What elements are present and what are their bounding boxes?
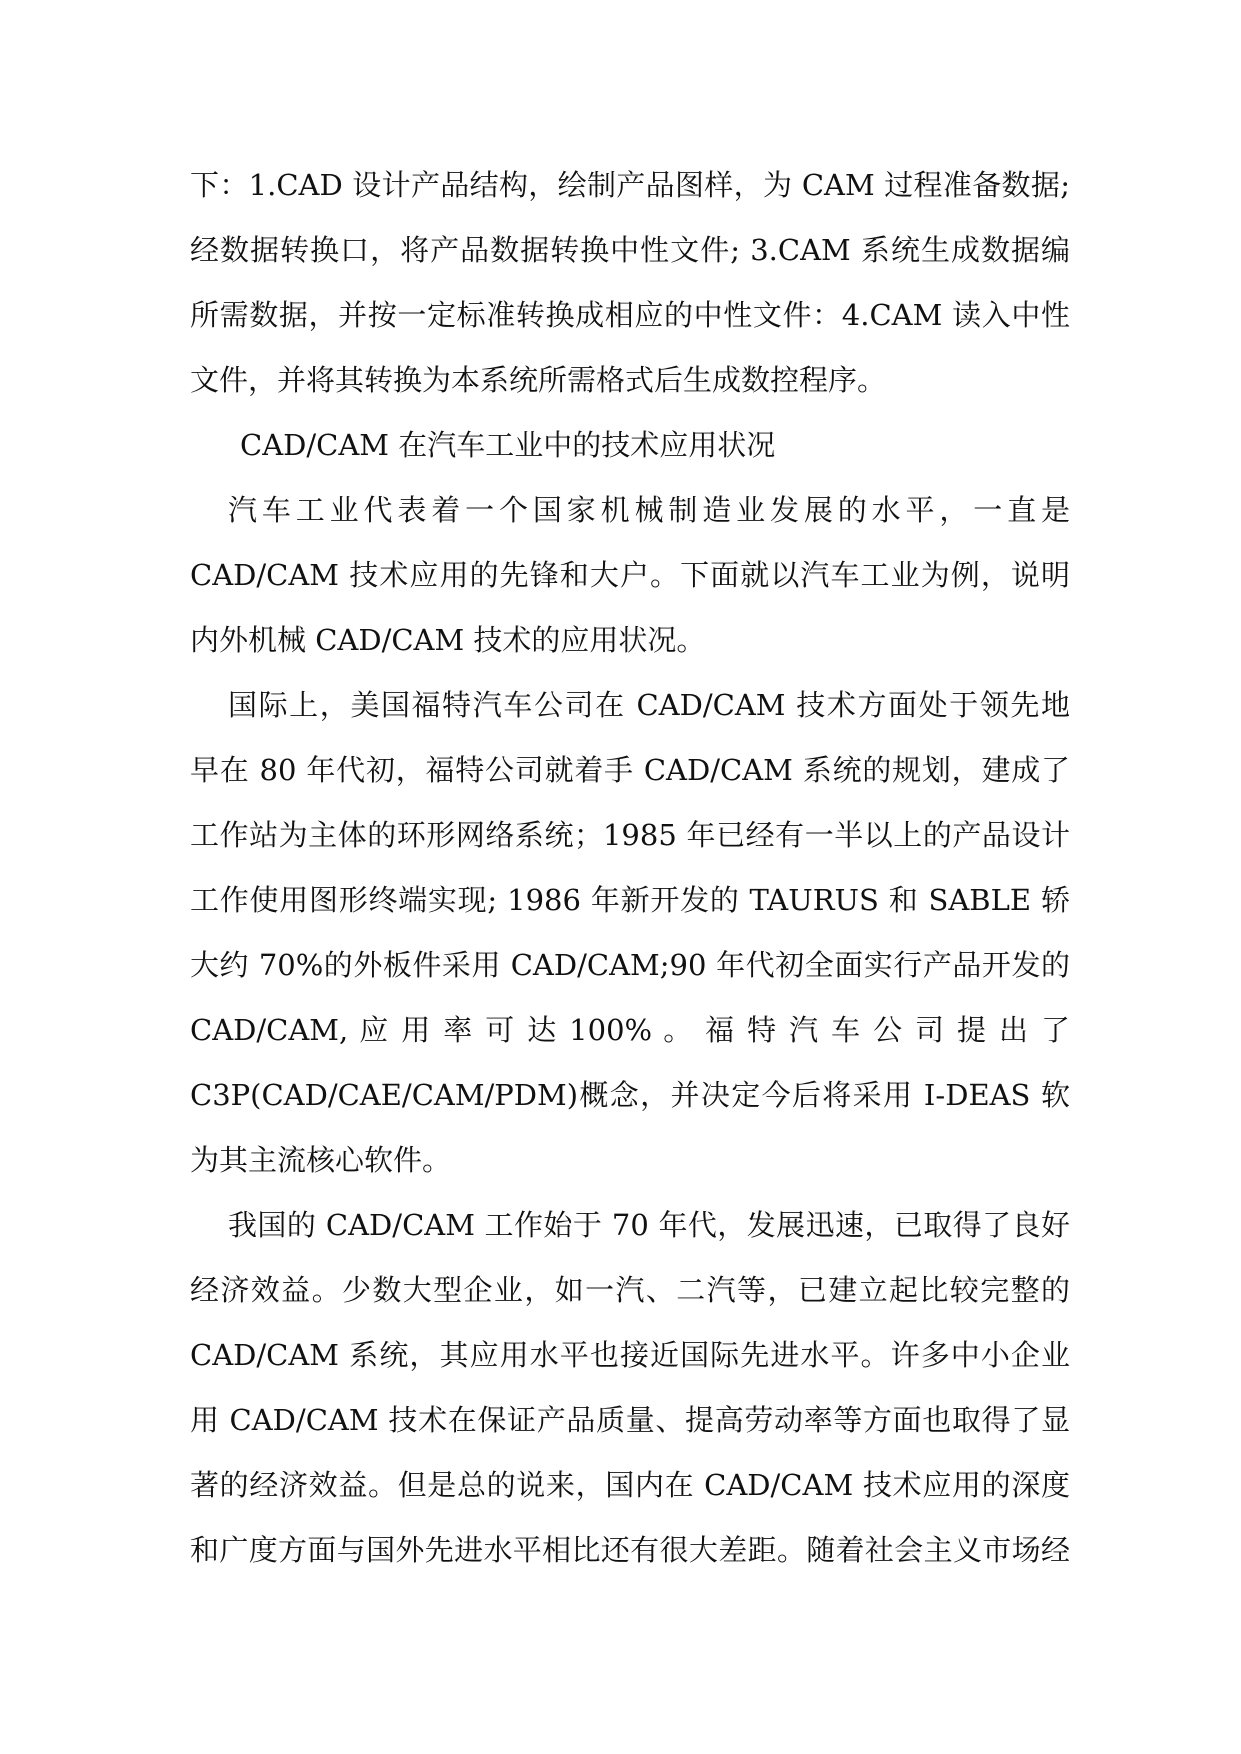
text-line: 我国的 CAD/CAM 工作始于 70 年代，发展迅速，已取得了良好 bbox=[228, 1208, 1070, 1242]
text-line: 和广度方面与国外先进水平相比还有很大差距。随着社会主义市场经 bbox=[190, 1533, 1070, 1567]
text-line: 汽车工业代表着一个国家机械制造业发展的水平，一直是 bbox=[228, 493, 1070, 527]
text-line: 经济效益。少数大型企业，如一汽、二汽等，已建立起比较完整的 bbox=[190, 1273, 1070, 1307]
text-line: 大约 70%的外板件采用 CAD/CAM;90 年代初全面实行产品开发的 bbox=[190, 948, 1070, 982]
text-line: 著的经济效益。但是总的说来，国内在 CAD/CAM 技术应用的深度 bbox=[190, 1468, 1070, 1502]
text-line: 经数据转换口，将产品数据转换中性文件; 3.CAM 系统生成数据编 bbox=[190, 233, 1070, 267]
text-line: 所需数据，并按一定标准转换成相应的中性文件：4.CAM 读入中性 bbox=[190, 298, 1070, 332]
text-line: CAD/CAM 技术应用的先锋和大户。下面就以汽车工业为例，说明 bbox=[190, 558, 1070, 592]
text-line: 内外机械 CAD/CAM 技术的应用状况。 bbox=[190, 623, 706, 657]
text-line: 工作站为主体的环形网络系统；1985 年已经有一半以上的产品设计 bbox=[190, 818, 1070, 852]
text-line: 为其主流核心软件。 bbox=[190, 1143, 452, 1177]
text-line: 工作使用图形终端实现; 1986 年新开发的 TAURUS 和 SABLE 轿 bbox=[190, 883, 1070, 917]
text-line: CAD/CAM 系统，其应用水平也接近国际先进水平。许多中小企业 bbox=[190, 1338, 1070, 1372]
text-line: 早在 80 年代初，福特公司就着手 CAD/CAM 系统的规划，建成了 bbox=[190, 753, 1070, 787]
text-line: C3P(CAD/CAE/CAM/PDM)概念，并决定今后将采用 I-DEAS 软 bbox=[190, 1078, 1070, 1112]
section-heading: CAD/CAM 在汽车工业中的技术应用状况 bbox=[240, 428, 776, 462]
text-line: 用 CAD/CAM 技术在保证产品质量、提高劳动率等方面也取得了显 bbox=[190, 1403, 1070, 1437]
text-line: CAD/CAM, 应 用 率 可 达 100% 。 福 特 汽 车 公 司 提 出 了 bbox=[190, 1013, 1070, 1047]
text-line: 文件，并将其转换为本系统所需格式后生成数控程序。 bbox=[190, 363, 887, 397]
text-line: 下：1.CAD 设计产品结构，绘制产品图样，为 CAM 过程准备数据; bbox=[190, 168, 1070, 202]
body-text bbox=[190, 157, 1070, 1587]
text-line: 国际上，美国福特汽车公司在 CAD/CAM 技术方面处于领先地 bbox=[228, 688, 1070, 722]
